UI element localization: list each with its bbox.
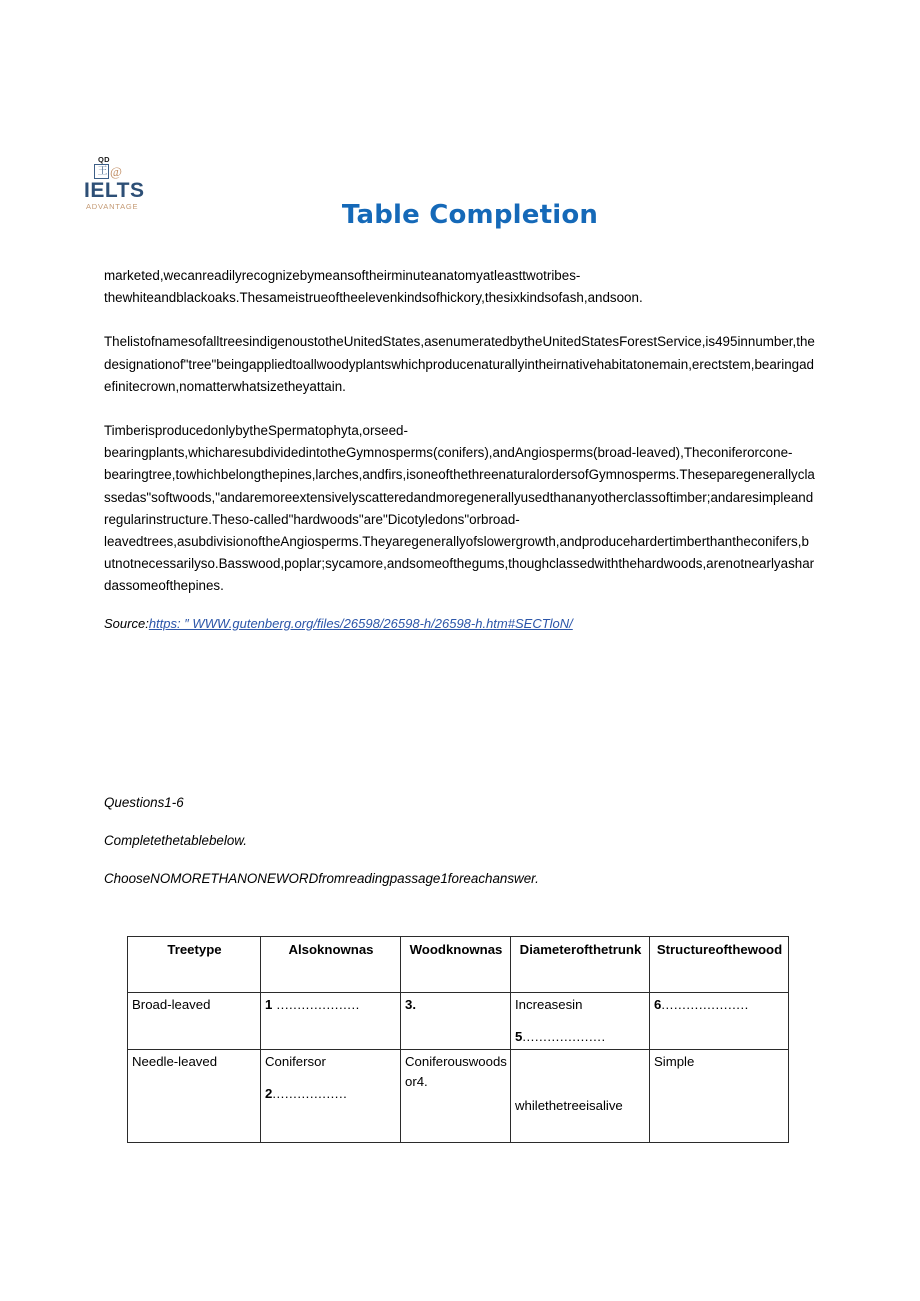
diameter-gap-line (515, 1027, 646, 1047)
questions-block (104, 793, 804, 907)
logo-box-icon (94, 164, 109, 179)
cell-wood-known-as[interactable]: Coniferouswoodsor4. (401, 1050, 511, 1143)
cell-tree-type: Needle-leaved (128, 1050, 261, 1143)
passage-paragraph: ThelistofnamesofalltreesindigenoustotheUnitedStates,asenumeratedbytheUnitedStatesForestService,is495innumber,thedesignationof"tree"beingappliedtoallwoodyplantswhichproducenaturallyintheirnativehabitatonemain,erectstem,bearingadefinitecrown,nomatterwhatsizetheyattain. (104, 334, 815, 394)
source-label: Source: (104, 615, 149, 631)
source-line (104, 614, 816, 634)
cell-diameter-of-trunk[interactable] (511, 1050, 650, 1143)
gap-dots-2: .................. (272, 1086, 348, 1101)
gap-number-2: 2 (265, 1086, 273, 1101)
cell-diameter-of-trunk[interactable] (511, 993, 650, 1050)
diameter-overflow-text: whilethetreeisalive (515, 1098, 623, 1113)
questions-heading: Questions1-6 (104, 795, 184, 810)
table-row (128, 1050, 789, 1143)
logo-qd-text: QD (98, 155, 110, 164)
table-header-tree-type: Treetype (128, 937, 261, 993)
source-link[interactable]: https: ″ WWW.gutenberg.org/files/26598/26598-h/26598-h.htm#SECTloN/ (148, 615, 573, 631)
table-completion-table-wrapper (127, 936, 788, 1143)
cell-also-known-as[interactable] (261, 1050, 401, 1143)
also-known-as-text: Conifersor (265, 1054, 326, 1069)
logo-brand-text: IELTS (84, 179, 145, 202)
logo-box-glyph: 王 (97, 166, 108, 177)
questions-instruction-2: ChooseNOMORETHANONEWORDfromreadingpassage1foreachanswer. (104, 871, 539, 886)
table-header-structure-of-wood: Structureofthewood (650, 937, 789, 993)
cell-structure-of-wood[interactable] (650, 993, 789, 1050)
diameter-text-line: Increasesin (515, 997, 583, 1012)
cell-structure-of-wood: Simple (650, 1050, 789, 1143)
gap-number-5: 5 (515, 1029, 523, 1044)
passage-paragraph: TimberisproducedonlybytheSpermatophyta,orseed-bearingplants,whicharesubdividedintotheGymnosperms(conifers),andAngiosperms(broad-leaved),Theconiferorcone-bearingtree,towhichbelongthepines,larches,andfirs,isoneofthethreenaturalordersofGymnosperms.Theseparegenerallyclassedas"softwoods,"andaremoreextensivelyscatteredandmoregenerallyusedthananyotherclassoftimber;andaresimpleandregularinstructure.Theso-called"hardwoods"are"Dicotyledons"orbroad-leavedtrees,asubdivisionoftheAngiosperms.Theyaregenerallyofslowergrowth,andproducehardertimberthantheconifers,butnotnecessarilyso.Basswood,poplar;sycamore,andsomeofthegums,thoughclassedwiththehardwoods,arenotnearlyashardassomeofthepines. (104, 423, 815, 594)
gap-number-6: 6 (654, 997, 662, 1012)
table-header-row (128, 937, 789, 993)
cell-tree-type: Broad-leaved (128, 993, 261, 1050)
logo-at-icon: @ (110, 164, 122, 179)
cell-also-known-as[interactable] (261, 993, 401, 1050)
ielts-advantage-logo (84, 155, 164, 227)
table-completion-table (127, 936, 789, 1143)
reading-passage (104, 265, 816, 634)
gap-number-1: 1 (265, 997, 273, 1012)
page-title: Table Completion (341, 200, 599, 230)
table-row (128, 993, 789, 1050)
also-known-as-gap (265, 1084, 397, 1104)
gap-number-3: 3. (405, 997, 416, 1012)
table-header-also-known-as: Alsoknownas (261, 937, 401, 993)
passage-paragraph: marketed,wecanreadilyrecognizebymeansoftheirminuteanatomyatleasttwotribes-thewhiteandblackoaks.Thesameistrueoftheelevenkindsofhickory,thesixkindsofash,andsoon. (104, 268, 643, 306)
table-header-diameter-of-trunk: Diameterofthetrunk (511, 937, 650, 993)
gap-dots-6: ..................... (661, 997, 749, 1012)
gap-dots-5: .................... (522, 1029, 606, 1044)
table-header-wood-known-as: Woodknownas (401, 937, 511, 993)
document-header (0, 150, 920, 250)
logo-tagline-text: ADVANTAGE (86, 202, 139, 211)
cell-wood-known-as[interactable] (401, 993, 511, 1050)
gap-dots-1: .................... (272, 997, 360, 1012)
questions-instruction-1: Completethetablebelow. (104, 833, 247, 848)
